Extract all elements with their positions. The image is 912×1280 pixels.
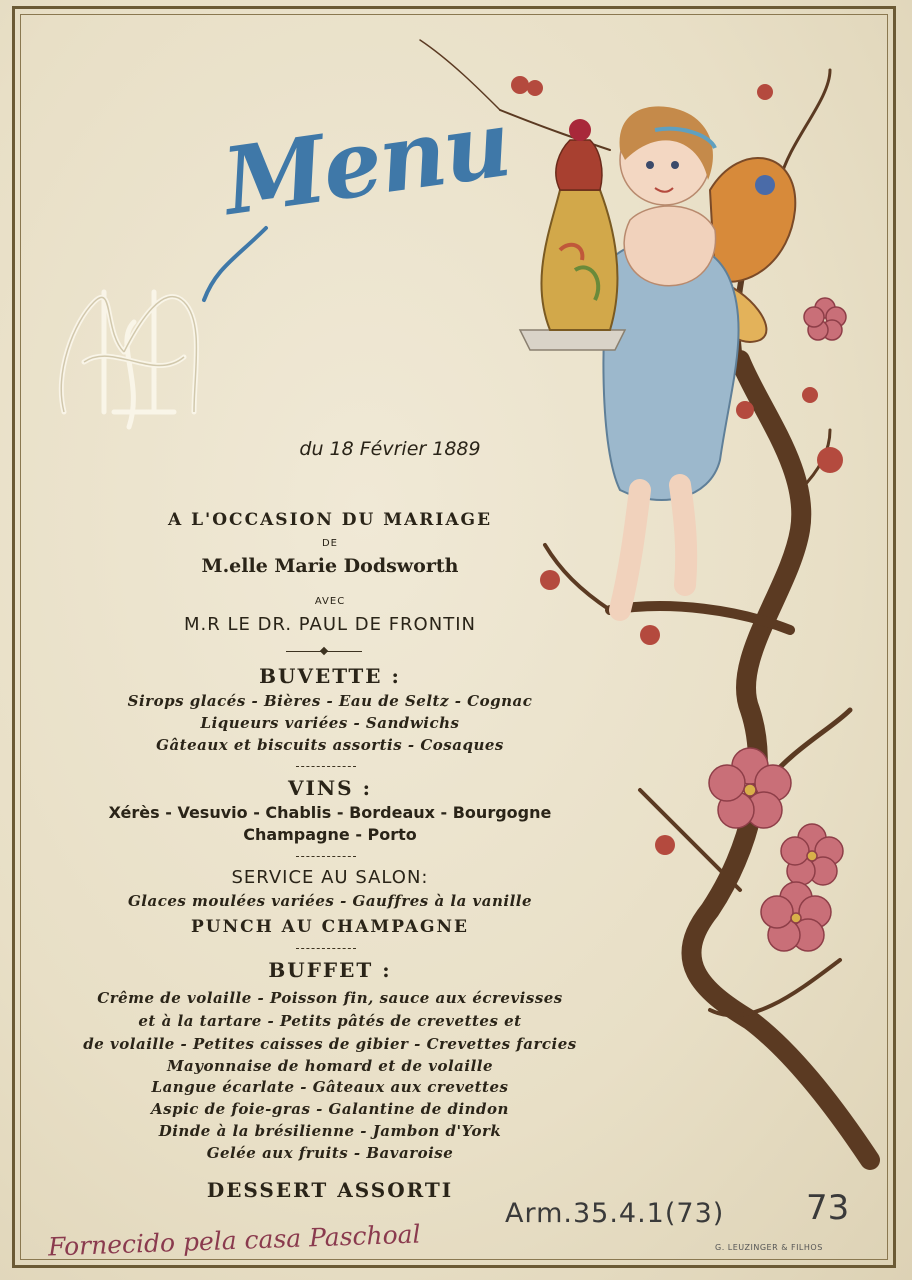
menu-date: du 18 Février 1889 — [299, 438, 481, 460]
buffet-line: Aspic de foie-gras - Galantine de dindon — [151, 1100, 509, 1118]
menu-title: Menu — [216, 89, 516, 236]
vins-heading: VINS : — [288, 776, 372, 800]
vins-line: Xérès - Vesuvio - Chablis - Bordeaux - Bourgogne — [108, 803, 552, 822]
buffet-line: Mayonnaise de homard et de volaille — [166, 1057, 494, 1075]
buffet-line: Gelée aux fruits - Bavaroise — [206, 1144, 454, 1162]
occasion-intro: A L'OCCASION DU MARIAGE — [167, 510, 493, 530]
vins-line: Champagne - Porto — [243, 825, 417, 844]
title-flourish — [196, 218, 286, 308]
page-number: 73 — [806, 1188, 850, 1228]
service-heading: SERVICE AU SALON: — [231, 867, 429, 888]
buvette-line: Gâteaux et biscuits assortis - Cosaques — [156, 736, 504, 754]
printer-credit: G. LEUZINGER & FILHOS — [715, 1243, 823, 1252]
service-line: Glaces moulées variées - Gauffres à la vanille — [127, 892, 533, 910]
handwritten-note: Fornecido pela casa Paschoal — [47, 1219, 422, 1262]
buvette-line: Sirops glacés - Bières - Eau de Seltz - Cognac — [127, 692, 533, 710]
buvette-line: Liqueurs variées - Sandwichs — [200, 714, 460, 732]
wavy-divider — [296, 942, 356, 949]
wavy-divider — [296, 760, 356, 767]
occasion-avec: AVEC — [314, 596, 346, 607]
wavy-divider — [296, 850, 356, 857]
embossed-monogram — [44, 262, 220, 442]
buffet-line: Dinde à la brésilienne - Jambon d'York — [158, 1122, 502, 1140]
dessert-line: DESSERT ASSORTI — [206, 1178, 454, 1202]
punch-line: PUNCH AU CHAMPAGNE — [191, 917, 469, 937]
buvette-heading: BUVETTE : — [259, 664, 401, 688]
buffet-line: et à la tartare - Petits pâtés de crevettes et — [138, 1012, 522, 1030]
occasion-de: DE — [321, 538, 339, 549]
buffet-line: de volaille - Petites caisses de gibier - Crevettes farcies — [83, 1035, 577, 1053]
groom-name: M.R LE DR. PAUL DE FRONTIN — [184, 614, 476, 635]
bride-name: M.elle Marie Dodsworth — [201, 555, 459, 577]
ornament-divider — [286, 651, 362, 652]
buffet-line: Langue écarlate - Gâteaux aux crevettes — [151, 1078, 509, 1096]
catalog-number: Arm.35.4.1(73) — [505, 1198, 725, 1229]
buffet-line: Crême de volaille - Poisson fin, sauce aux écrevisses — [97, 989, 563, 1007]
buffet-heading: BUFFET : — [268, 958, 392, 982]
